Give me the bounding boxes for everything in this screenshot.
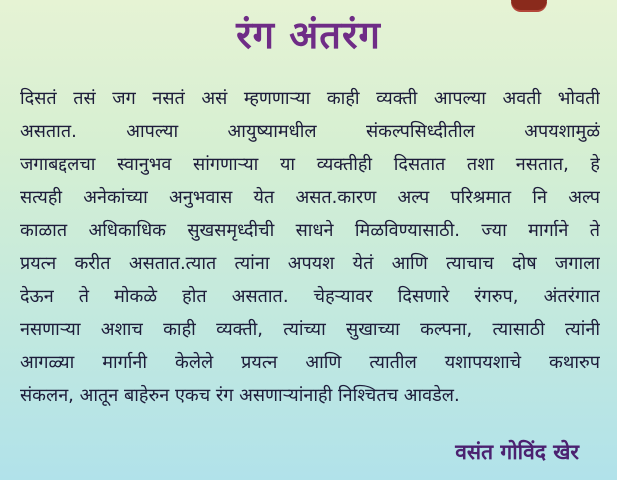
author-name: वसंत गोविंद खेर [455,440,579,464]
blurb-line: आगळ्या मार्गानी केलेले प्रयत्न आणि त्यातील यशापयशाचे कथारुप [20,352,600,373]
blurb-line: सत्यही अनेकांच्या अनुभवास येत असत.कारण अल्प परिश्रमात नि अल्प [20,187,600,208]
blurb-line: देऊन ते मोकळे होत असतात. चेहऱ्यावर दिसणारे रंगरुप, अंतरंगात [20,286,600,307]
blurb-line: संकलन, आतून बाहेरुन एकच रंग असणाऱ्यांनाही निश्चितच आवडेल. [20,385,460,406]
page-title: रंग अंतरंग [236,13,381,57]
blurb-line: काळात अधिकाधिक सुखसमृध्दीची साधने मिळविण्यासाठी. ज्या मार्गाने ते [20,220,600,241]
blurb-line: प्रयत्न करीत असतात.त्यात त्यांना अपयश येतं आणि त्याचाच दोष जगाला [20,253,600,274]
blurb-line: जगाबद्दलचा स्वानुभव सांगणाऱ्या या व्यक्तीही दिसतात तशा नसतात, हे [20,154,600,175]
blurb-paragraph [20,82,600,412]
blurb-line: नसणाऱ्या अशाच काही व्यक्ती, त्यांच्या सुखाच्या कल्पना, त्यासाठी त्यांनी [20,319,600,340]
blurb-line: असतात. आपल्या आयुष्यामधील संकल्पसिध्दीतील अपयशामुळं [20,121,600,142]
corner-ornament [511,0,547,10]
blurb-line: दिसतं तसं जग नसतं असं म्हणणाऱ्या काही व्यक्ती आपल्या अवती भोवती [20,88,600,109]
